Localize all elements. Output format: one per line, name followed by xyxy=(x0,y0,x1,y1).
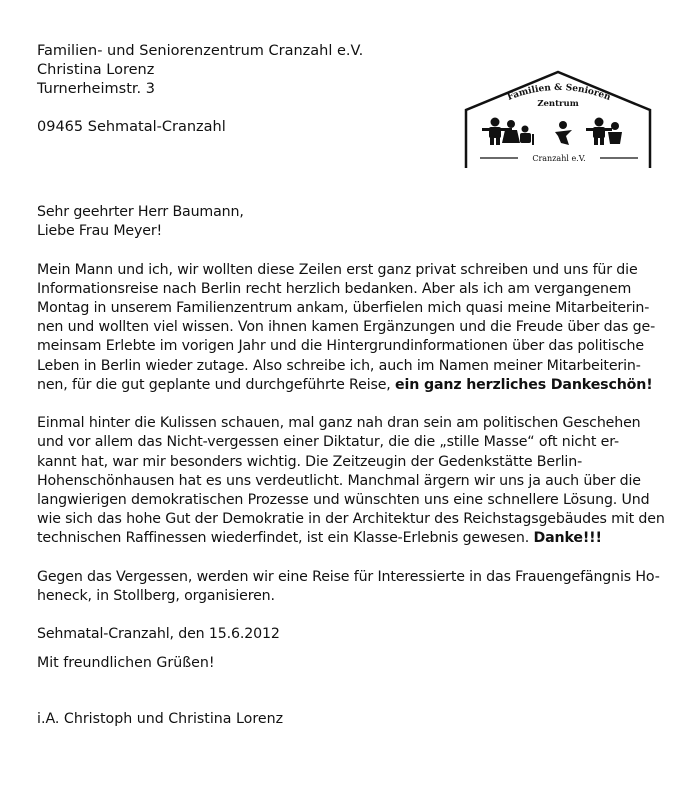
closing-greeting: Mit freundlichen Grüßen! xyxy=(37,655,215,671)
family-figures-icon xyxy=(482,118,622,146)
logo-middle-text: Zentrum xyxy=(537,99,579,109)
letter-body xyxy=(37,203,677,645)
sender-name: Christina Lorenz xyxy=(37,62,155,78)
sender-street: Turnerheimstr. 3 xyxy=(37,81,155,97)
text-line: Montag in unserem Familienzentrum ankam, überfielen mich quasi meine Mitarbeiterin- xyxy=(37,300,650,316)
organization-logo xyxy=(462,70,654,170)
sender-organization: Familien- und Seniorenzentrum Cranzahl e.V. xyxy=(37,43,364,59)
bold-danke: Danke!!! xyxy=(533,530,602,547)
text-line: technischen Raffinessen wiederfindet, ist ein Klasse-Erlebnis gewesen. Danke!!! xyxy=(37,530,602,547)
logo-top-text: Familien & Senioren xyxy=(506,82,612,104)
place-date: Sehmatal-Cranzahl, den 15.6.2012 xyxy=(37,626,280,643)
signature: i.A. Christoph und Christina Lorenz xyxy=(37,711,284,727)
text-line: Hohenschönhausen hat es uns verdeutlicht. Manchmal ärgern wir uns ja auch über die xyxy=(37,472,641,489)
text-line: nen, für die gut geplante und durchgeführte Reise, ein ganz herzliches Dankeschön! xyxy=(37,376,653,393)
text-line: heneck, in Stollberg, organisieren. xyxy=(37,588,275,605)
sender-address xyxy=(37,42,363,137)
bold-thanks: ein ganz herzliches Dankeschön! xyxy=(395,376,653,393)
salutation-line: Sehr geehrter Herr Baumann, xyxy=(37,204,244,220)
paragraph-experience xyxy=(37,414,677,548)
salutation-line: Liebe Frau Meyer! xyxy=(37,223,163,240)
paragraph-trip-plan xyxy=(37,568,677,606)
text-line: meinsam Erlebte im vorigen Jahr und die Hintergrundinformationen über das politische xyxy=(37,338,644,355)
text-line: Gegen das Vergessen, werden wir eine Reise für Interessierte in das Frauengefängnis Ho- xyxy=(37,568,660,585)
text-line: nen und wollten viel wissen. Von ihnen kamen Ergänzungen und die Freude über das ge- xyxy=(37,319,656,336)
text-line: kannt hat, war mir besonders wichtig. Die Zeitzeugin der Gedenkstätte Berlin- xyxy=(37,453,583,470)
paragraph-thanks xyxy=(37,261,677,395)
sender-city: 09465 Sehmatal-Cranzahl xyxy=(37,119,226,135)
text-line: Informationsreise nach Berlin recht herzlich bedanken. Aber als ich am vergangenem xyxy=(37,280,632,297)
logo-bottom-text: Cranzahl e.V. xyxy=(532,154,586,163)
text-line: langwierigen demokratischen Prozesse und wünschten uns eine schnellere Lösung. Und xyxy=(37,492,650,509)
text-line: und vor allem das Nicht-vergessen einer Diktatur, die die „stille Masse“ oft nicht er- xyxy=(37,434,619,451)
text-line: Mein Mann und ich, wir wollten diese Zeilen erst ganz privat schreiben und uns für die xyxy=(37,261,638,278)
text-line: Einmal hinter die Kulissen schauen, mal ganz nah dran sein am politischen Geschehen xyxy=(37,415,641,432)
text-line: wie sich das hohe Gut der Demokratie in der Architektur des Reichstagsgebäudes mit den xyxy=(37,511,665,528)
text-line: Leben in Berlin wieder zutage. Also schreibe ich, auch im Namen meiner Mitarbeiterin- xyxy=(37,357,641,374)
